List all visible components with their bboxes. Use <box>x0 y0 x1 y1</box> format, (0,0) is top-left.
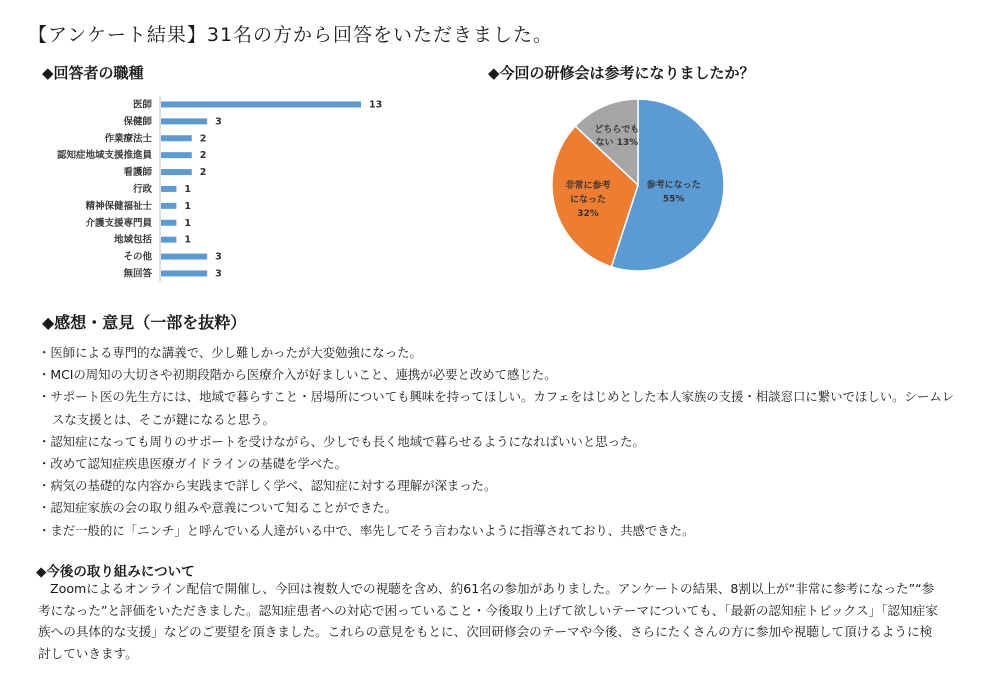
bar-category-label: その他 <box>123 251 152 263</box>
bar <box>161 220 176 226</box>
comment-list <box>38 342 958 542</box>
bar-category-label: 行政 <box>132 183 152 195</box>
bar-value-label: 3 <box>215 251 222 263</box>
bar-value-label: 1 <box>184 183 192 195</box>
comment-item: ・認知症になっても周りのサポートを受けながら、少しでも長く地域で暮らせるようになればいいと思った。 <box>38 433 645 449</box>
pie-slice-label: どちらでも <box>594 125 640 136</box>
bar-value-label: 13 <box>369 99 383 111</box>
pie-slice-pct: 32% <box>577 208 599 219</box>
bar-category-label: 看護師 <box>123 167 152 179</box>
bar-category-label: 作業療法士 <box>104 133 152 145</box>
comment-item: ・病気の基礎的な内容から実践まで詳しく学べ、認知症に対する理解が深まった。 <box>38 478 497 494</box>
bar <box>161 186 176 192</box>
bar-category-label: 地域包括 <box>113 234 152 246</box>
bar-value-label: 3 <box>215 116 222 128</box>
bar <box>161 152 192 158</box>
bar <box>161 237 176 243</box>
bar-category-label: 保健師 <box>123 116 152 128</box>
comment-item: ・医師による専門的な講義で、少し難しかったが大変勉強になった。 <box>38 345 422 360</box>
bar-category-label: 精神保健福祉士 <box>85 200 152 212</box>
bar-value-label: 2 <box>199 150 207 162</box>
pie-slice-pct: 55% <box>662 194 685 205</box>
bar-category-label: 無回答 <box>123 268 152 280</box>
comment-item: ・認知症家族の会の取り組みや意義について知ることができた。 <box>38 500 398 516</box>
future-plans-heading: ◆今後の取り組みについて <box>36 564 195 580</box>
bar <box>161 101 361 107</box>
bar-value-label: 2 <box>199 167 207 179</box>
bar <box>161 270 207 276</box>
bar-value-label: 3 <box>215 268 222 280</box>
bar <box>161 118 207 124</box>
bar-value-label: 1 <box>184 200 192 212</box>
helpfulness-pie-chart <box>540 95 740 285</box>
opinions-heading: ◆感想・意見（一部を抜粋） <box>42 313 247 332</box>
pie-slice-label: 参考になった <box>646 180 701 191</box>
bar-value-label: 1 <box>184 234 192 246</box>
pie-slice-label: 非常に参考 <box>565 180 611 191</box>
bar-category-label: 医師 <box>132 99 152 111</box>
bar-value-label: 2 <box>199 133 207 145</box>
respondent-occupation-heading: ◆回答者の職種 <box>42 64 144 82</box>
helpfulness-heading: ◆今回の研修会は参考になりましたか？ <box>488 64 755 82</box>
future-plans-text: Zoomによるオンライン配信で開催し、今回は複数人での視聴を含め、約61名の参加がありました。アンケートの結果、8割以上が“非常に参考になった”“参考になった”と評価をいただきました。認知症患者への対応で困っていること・今後取り上げて欲しいテーマについても、「最新の認知症トピックス」「認知症家族への具体的な支援」などのご要望を頂きました。これらの意見をもとに、次回研修会のテーマや今後、さらにたくさんの方に参加や視聴して頂けるように検討していきます。 <box>38 581 938 661</box>
comment-item: ・MCIの周知の大切さや初期段階から医療介入が好ましいこと、連携が必要と改めて感じた。 <box>38 367 557 383</box>
comment-item: ・まだ一般的に「ニンチ」と呼んでいる人達がいる中で、率先してそう言わないように指導されており、共感できた。 <box>38 522 695 538</box>
bar <box>161 254 207 260</box>
bar <box>161 169 192 175</box>
occupation-bar-chart <box>40 90 400 290</box>
bar-value-label: 1 <box>184 217 192 229</box>
bar <box>161 135 192 141</box>
bar-category-label: 認知症地域支援推進員 <box>56 150 152 162</box>
comment-item: ・改めて認知症疾患医療ガイドラインの基礎を学べた。 <box>38 456 348 472</box>
pie-slice-label: になった <box>570 194 607 205</box>
bar <box>161 203 176 209</box>
bar-category-label: 介護支援専門員 <box>85 217 152 229</box>
comment-item: ・サポート医の先生方には、地域で暮らすこと・居場所についても興味を持ってほしい。カフェをはじめとした本人家族の支援・相談窓口に繋いでほしい。シームレスな支援とは、そこが鍵になると思う。 <box>38 389 955 427</box>
pie-slice-label: ない 13% <box>595 138 639 149</box>
page-title: 【アンケート結果】31名の方から回答をいただきました。 <box>28 24 554 46</box>
